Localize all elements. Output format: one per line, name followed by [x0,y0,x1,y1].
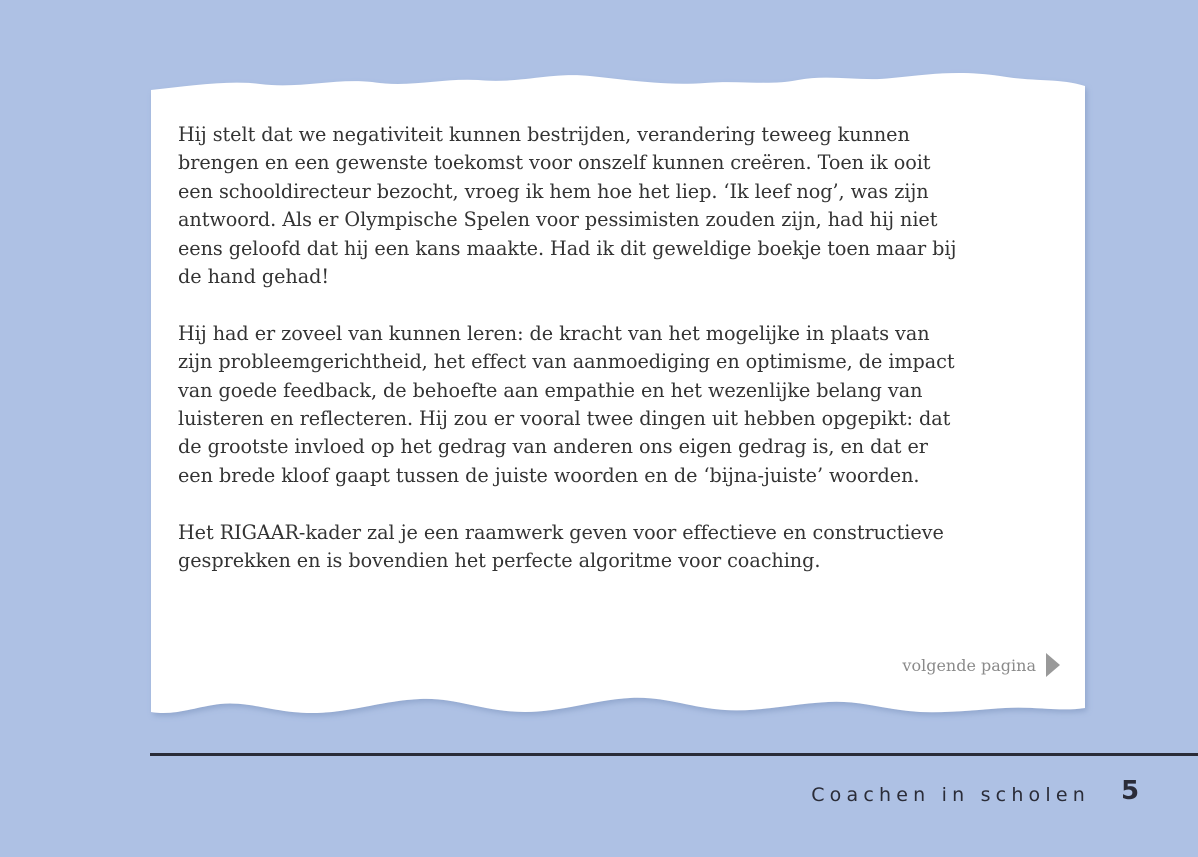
text-line: een schooldirecteur bezocht, vroeg ik hem hoe het liep. ‘Ik leef nog’, was zijn [178,179,929,203]
text-line: de hand gehad! [178,265,330,289]
triangle-right-icon[interactable] [1046,653,1060,677]
page-number: 5 [1120,776,1140,806]
paragraph-3 [178,519,1068,576]
text-line: gesprekken en is bovendien het perfecte algoritme voor coaching. [178,549,821,573]
text-line: antwoord. Als er Olympische Spelen voor pessimisten zouden zijn, had hij niet [178,208,938,232]
next-page-link[interactable] [850,652,1060,678]
paragraph-2 [178,320,1068,490]
text-line: Hij had er zoveel van kunnen leren: de kracht van het mogelijke in plaats van [178,321,930,345]
text-line: van goede feedback, de behoefte aan empathie en het wezenlijke belang van [178,378,923,402]
footer-divider [150,753,1198,756]
text-line: zijn probleemgerichtheid, het effect van aanmoediging en optimisme, de impact [178,350,955,374]
text-line: een brede kloof gaapt tussen de juiste woorden en de ‘bijna-juiste’ woorden. [178,463,920,487]
text-line: Hij stelt dat we negativiteit kunnen bestrijden, verandering teweeg kunnen [178,123,910,146]
text-line: brengen en een gewenste toekomst voor onszelf kunnen creëren. Toen ik ooit [178,151,931,175]
text-line: de grootste invloed op het gedrag van anderen ons eigen gedrag is, en dat er [178,435,928,459]
body-text [178,121,1068,604]
next-page-label[interactable]: volgende pagina [902,655,1036,675]
text-line: Het RIGAAR-kader zal je een raamwerk geven voor effectieve en constructieve [178,520,944,544]
footer-book-title: Coachen in scholen [811,784,1090,806]
text-line: eens geloofd dat hij een kans maakte. Had ik dit geweldige boekje toen maar bij [178,236,957,260]
paragraph-1 [178,121,1068,291]
text-line: luisteren en reflecteren. Hij zou er vooral twee dingen uit hebben opgepikt: dat [178,407,951,431]
